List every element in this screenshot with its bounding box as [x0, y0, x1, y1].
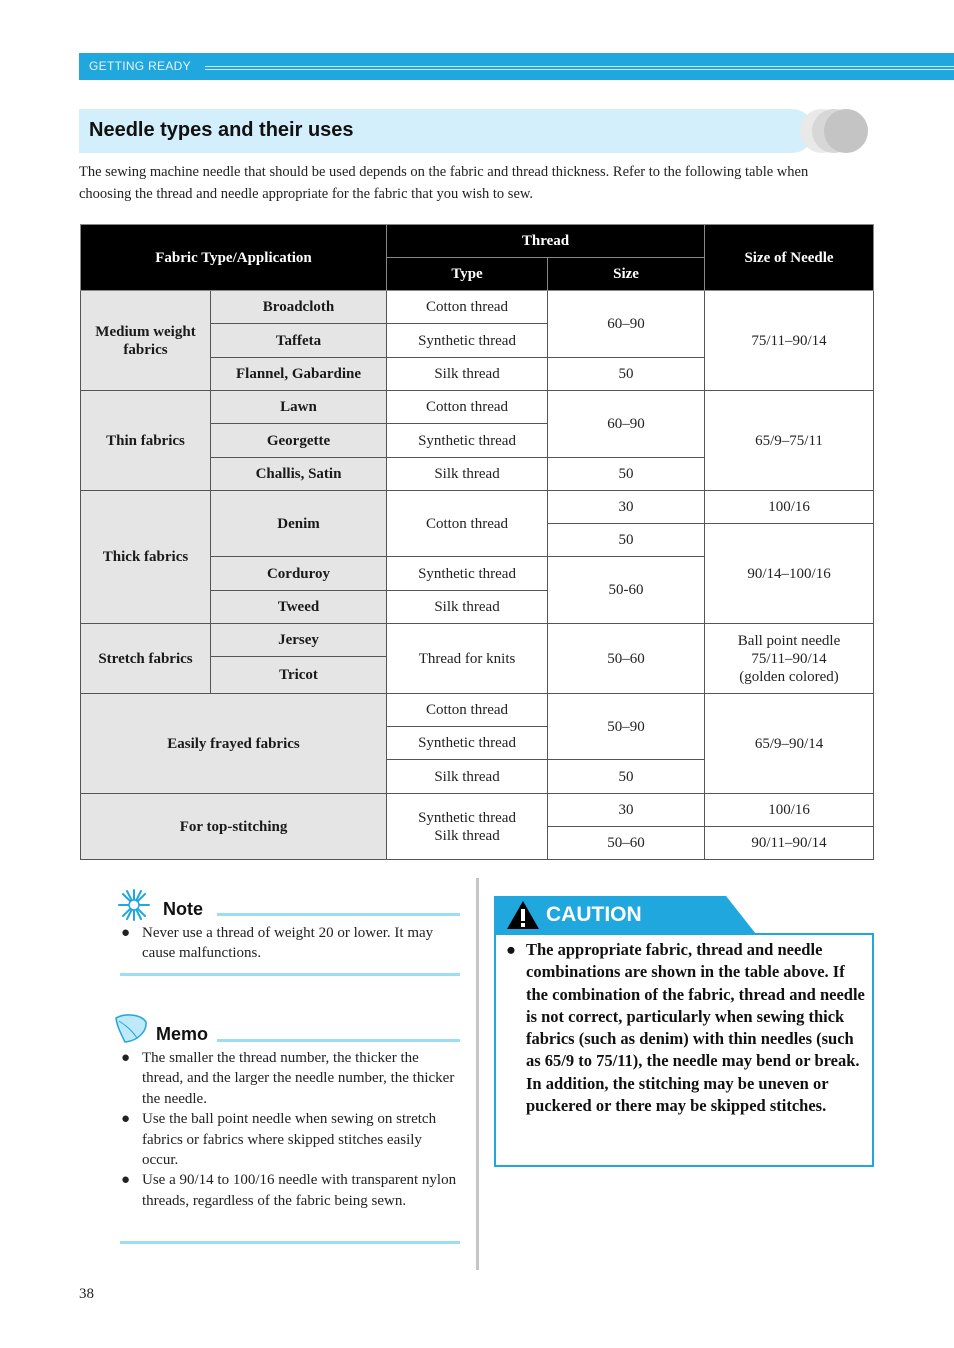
- size-cell: 30: [548, 491, 705, 524]
- header-bar: [79, 53, 954, 80]
- list-item: [121, 923, 461, 964]
- needle-line: (golden colored): [739, 668, 839, 685]
- needle-cell: 100/16: [705, 491, 874, 524]
- size-cell: 50–90: [548, 694, 705, 760]
- header-needle: Size of Needle: [705, 225, 874, 291]
- list-item: [121, 1048, 461, 1109]
- size-cell: 50: [548, 524, 705, 557]
- bullet: ●: [121, 1172, 131, 1189]
- fabric-cell: Flannel, Gabardine: [211, 358, 387, 391]
- size-cell: 50: [548, 458, 705, 491]
- table-row: [81, 624, 874, 657]
- type-cell: Synthetic thread: [387, 424, 548, 458]
- fabric-cell: Broadcloth: [211, 291, 387, 324]
- memo-title: Memo: [156, 1024, 209, 1044]
- needle-table: [80, 224, 874, 860]
- header-fabric: Fabric Type/Application: [81, 225, 387, 291]
- caution-title: CAUTION: [546, 903, 642, 926]
- bullet: ●: [121, 1050, 131, 1066]
- size-cell: 60–90: [548, 291, 705, 358]
- type-cell: Silk thread: [387, 591, 548, 624]
- header-size: Size: [548, 258, 705, 291]
- memo-text: The smaller the thread number, the thicker the thread, and the larger the needle number, the thicker the needle.: [142, 1050, 455, 1107]
- needle-cell: 65/9–90/14: [705, 694, 874, 794]
- needle-cell: [705, 624, 874, 694]
- header-type: Type: [387, 258, 548, 291]
- section-title-band: [79, 109, 814, 153]
- list-item: [121, 1109, 461, 1170]
- type-cell: Thread for knits: [387, 624, 548, 694]
- fabric-cell: Jersey: [211, 624, 387, 657]
- type-line: Silk thread: [434, 827, 500, 844]
- list-item: [506, 939, 868, 1117]
- type-cell: Synthetic thread: [387, 324, 548, 358]
- type-cell: Cotton thread: [387, 291, 548, 324]
- type-cell: Silk thread: [387, 760, 548, 794]
- size-cell: 50: [548, 358, 705, 391]
- type-cell: Silk thread: [387, 358, 548, 391]
- needle-cell: 65/9–75/11: [705, 391, 874, 491]
- page-title: Needle types and their uses: [89, 119, 354, 141]
- size-cell: 30: [548, 794, 705, 827]
- type-cell: Synthetic thread: [387, 727, 548, 760]
- category-cell: Thin fabrics: [81, 391, 211, 491]
- note-text: Never use a thread of weight 20 or lower. It may cause malfunctions.: [142, 925, 434, 962]
- type-cell: Silk thread: [387, 458, 548, 491]
- table-row: [81, 391, 874, 424]
- category-cell: Medium weight fabrics: [81, 291, 211, 391]
- fabric-cell: Corduroy: [211, 557, 387, 591]
- category-cell: Stretch fabrics: [81, 624, 211, 694]
- fabric-cell: Georgette: [211, 424, 387, 458]
- bullet: ●: [121, 1111, 131, 1128]
- fabric-cell: Taffeta: [211, 324, 387, 358]
- needle-line: 75/11–90/14: [751, 650, 827, 667]
- column-divider: [476, 878, 479, 1270]
- header-thread: Thread: [387, 225, 705, 258]
- size-cell: 50–60: [548, 827, 705, 860]
- note-title: Note: [163, 899, 203, 919]
- fabric-cell: Tweed: [211, 591, 387, 624]
- type-cell: Synthetic thread: [387, 557, 548, 591]
- note-rule: [217, 913, 460, 916]
- size-cell: 60–90: [548, 391, 705, 458]
- size-cell: 50: [548, 760, 705, 794]
- type-cell: Cotton thread: [387, 491, 548, 557]
- caution-tab: [494, 896, 726, 934]
- section-label: GETTING READY: [89, 59, 191, 73]
- fabric-cell: Denim: [211, 491, 387, 557]
- table-row: [81, 291, 874, 324]
- memo-text: Use the ball point needle when sewing on stretch fabrics or fabrics where skipped stitches easily occur.: [142, 1111, 437, 1169]
- memo-text: Use a 90/14 to 100/16 needle with transparent nylon threads, regardless of the fabric being sewn.: [142, 1172, 457, 1209]
- category-cell: For top-stitching: [81, 794, 387, 860]
- note-list: [121, 923, 461, 964]
- memo-list: [121, 1048, 461, 1211]
- type-cell: [387, 794, 548, 860]
- type-cell: Cotton thread: [387, 694, 548, 727]
- caution-text: The appropriate fabric, thread and needle combinations are shown in the table above. If the combination of the fabric, thread and needle is not correct, particularly when sewing thick fabrics (such as denim) with thin needles (such as 65/9 to 75/11), the needle may bend or break. In addition, the stitching may be uneven or puckered or there may be skipped stitches.: [526, 940, 865, 1116]
- needle-cell: 75/11–90/14: [705, 291, 874, 391]
- table-row: [81, 694, 874, 727]
- note-bottom-rule: [120, 973, 460, 976]
- type-line: Synthetic thread: [418, 809, 516, 826]
- memo-rule: [217, 1039, 460, 1042]
- memo-bottom-rule: [120, 1241, 460, 1244]
- bullet: ●: [121, 925, 131, 941]
- table-row: [81, 794, 874, 827]
- category-cell: Easily frayed fabrics: [81, 694, 387, 794]
- needle-cell: 90/11–90/14: [705, 827, 874, 860]
- note-sparkle-icon: [115, 888, 153, 922]
- caution-list: [506, 939, 868, 1117]
- fabric-cell: Tricot: [211, 657, 387, 694]
- page-number: 38: [79, 1286, 94, 1302]
- fabric-cell: Challis, Satin: [211, 458, 387, 491]
- needle-cell: 90/14–100/16: [705, 524, 874, 624]
- size-cell: 50-60: [548, 557, 705, 624]
- list-item: [121, 1170, 461, 1211]
- needle-line: Ball point needle: [737, 632, 841, 649]
- fabric-cell: Lawn: [211, 391, 387, 424]
- memo-leaf-icon: [113, 1012, 149, 1044]
- table-row: [81, 491, 874, 524]
- type-cell: Cotton thread: [387, 391, 548, 424]
- intro-paragraph: The sewing machine needle that should be used depends on the fabric and thread thickness. Refer to the following table when choosing the thread and needle appropriate for the fabric that you wish to sew.: [79, 164, 809, 202]
- size-cell: 50–60: [548, 624, 705, 694]
- bullet: ●: [506, 940, 516, 959]
- category-cell: Thick fabrics: [81, 491, 211, 624]
- needle-cell: 100/16: [705, 794, 874, 827]
- warning-icon: [505, 899, 541, 931]
- header-rule: [205, 66, 954, 70]
- title-decoration: [824, 109, 868, 153]
